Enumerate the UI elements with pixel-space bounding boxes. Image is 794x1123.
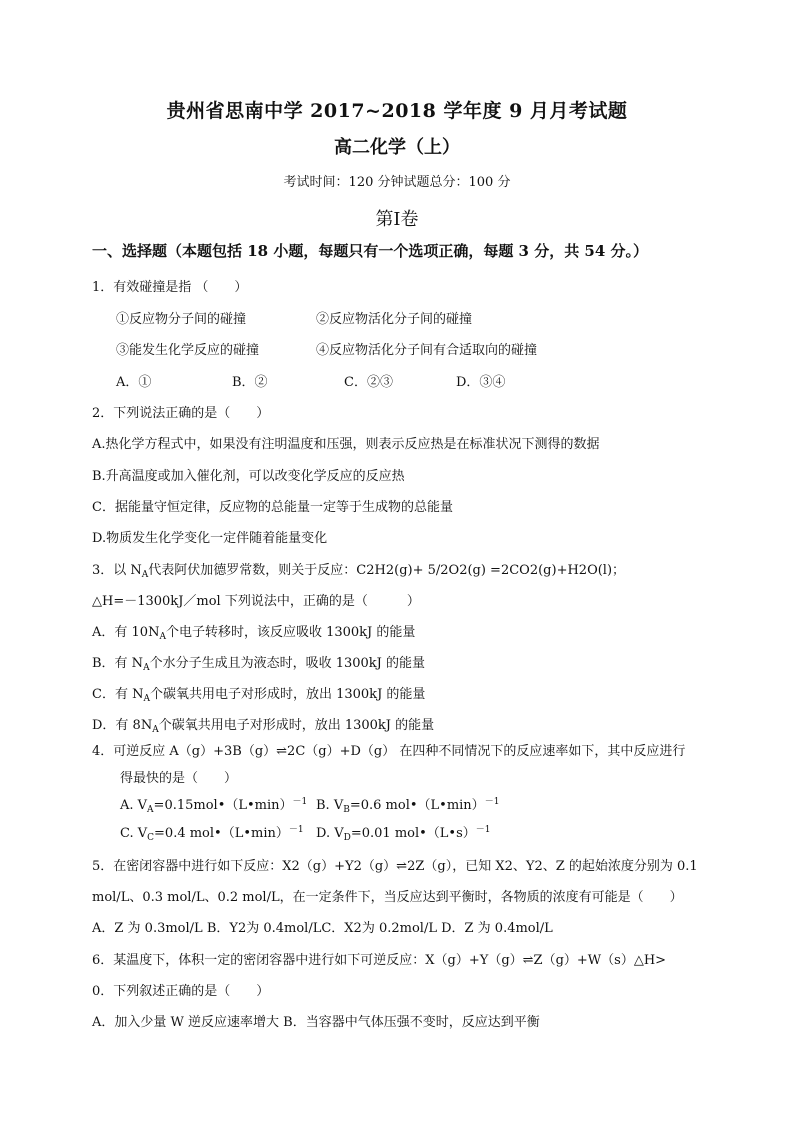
q4-option-a-exp: －1 [292,797,308,807]
q4-option-c-sub: C [147,833,155,843]
q3-option-c-text: 个碳氧共用电子对形成时，放出 1300kJ 的能量 [149,687,426,702]
q1-stem: 1．有效碰撞是指 （ ） [92,280,248,295]
q1-statement-3: ③能发生化学反应的碰撞 [116,343,260,358]
q4-option-b-value: =0.6 mol•（L•min） [349,798,485,813]
q4-option-d-exp: －1 [475,825,491,835]
q4-stem-line-2: 得最快的是（ ） [120,771,238,786]
q1-statement-1: ①反应物分子间的碰撞 [116,312,247,327]
q5-options: A．Z 为 0.3mol/L B．Y2为 0.4mol/LC．X2为 0.2mol/L D．Z 为 0.4mol/L [92,921,553,936]
q1-option-d: D．③④ [456,375,506,390]
q2-stem: 2．下列说法正确的是（ ） [92,406,270,421]
q6-stem: 6．某温度下，体积一定的密闭容器中进行如下可逆反应：X（g）+Y（g）⇌Z（g）+W（s）△H> [92,953,667,968]
q3-option-d-sub: A [152,725,159,735]
q1-option-c: C．②③ [344,375,393,390]
q6-stem-line-2: 0．下列叙述正确的是（ ） [92,984,270,999]
q2-option-d: D.物质发生化学变化一定伴随着能量变化 [92,531,328,546]
q1-option-a: A．① [116,375,152,390]
q3-option-a [92,621,415,640]
q4-option-c-value: =0.4 mol•（L•min） [154,826,289,841]
q2-option-c: C．据能量守恒定律，反应物的总能量一定等于生成物的总能量 [92,500,453,515]
q3-option-d-prefix: D．有 8N [92,718,153,733]
q3-option-a-text: 个电子转移时，该反应吸收 1300kJ 的能量 [165,625,416,640]
q4-option-d-value: =0.01 mol•（L•s） [350,826,476,841]
q3-stem [92,559,625,578]
q5-stem-line-2: mol/L、0.3 mol/L、0.2 mol/L，在一定条件下，当反应达到平衡时，各物质的浓度有可能是（ ） [92,890,683,905]
q4-option-a-sub: A [147,805,154,815]
q3-stem-line-2: △H=－1300kJ／mol 下列说法中，正确的是（ ） [92,594,420,609]
section-heading: 一、选择题（本题包括 18 小题，每题只有一个选项正确，每题 3 分，共 54 分。） [92,242,649,260]
q4-option-d [316,822,491,841]
q4-option-d-sub: D [343,833,351,843]
q4-option-c [120,822,304,841]
q4-option-b [316,794,499,813]
q3-stem-sub: A [141,570,149,580]
q4-option-c-exp: －1 [288,825,304,835]
q1-option-b: B．② [232,375,268,390]
q4-option-d-label: D. V [316,826,344,841]
q4-stem: 4．可逆反应 A（g）+3B（g）⇌2C（g）+D（g） 在四种不同情况下的反应速率如下，其中反应进行 [92,744,686,759]
q4-option-b-label: B. V [316,798,344,813]
q4-option-a [120,794,307,813]
q4-option-c-label: C. V [120,826,148,841]
q3-equation: C2H2(g)+ 5/2O2(g) =2CO2(g)+H2O(l)； [356,563,626,578]
q5-stem: 5．在密闭容器中进行如下反应：X2（g）+Y2（g）⇌2Z（g），已知 X2、Y2、Z 的起始浓度分别为 0.1 [92,859,698,874]
q2-option-a: A.热化学方程式中，如果没有注明温度和压强，则表示反应热是在标准状况下测得的数据 [92,437,600,452]
q3-option-c-sub: A [143,694,150,704]
q3-option-d-text: 个碳氧共用电子对形成时，放出 1300kJ 的能量 [158,718,435,733]
exam-subtitle: 高二化学（上） [334,137,460,158]
q3-option-b-text: 个水分子生成且为液态时，吸收 1300kJ 的能量 [149,656,426,671]
q3-option-b [92,652,425,671]
q2-option-b: B.升高温度或加入催化剂，可以改变化学反应的反应热 [92,469,405,484]
q3-option-a-prefix: A．有 10N [92,625,160,640]
exam-title: 贵州省思南中学 2017~2018 学年度 9 月月考试题 [166,100,628,122]
q3-option-c-prefix: C．有 N [92,687,144,702]
q1-statement-4: ④反应物活化分子间有合适取向的碰撞 [316,343,538,358]
q4-option-b-exp: －1 [484,797,500,807]
q3-option-b-prefix: B．有 N [92,656,144,671]
q3-option-a-sub: A [159,632,166,642]
q4-option-a-label: A. V [120,798,148,813]
q3-stem-text: 代表阿伏加德罗常数，则关于反应： [148,563,357,578]
exam-info: 考试时间：120 分钟试题总分：100 分 [283,175,511,190]
q3-option-d [92,714,434,733]
q3-option-c [92,683,425,702]
volume-heading: 第Ⅰ卷 [375,209,419,230]
q4-option-b-sub: B [343,805,350,815]
q1-statement-2: ②反应物活化分子间的碰撞 [316,312,473,327]
q3-stem-prefix: 3．以 N [92,563,142,578]
q3-option-b-sub: A [143,663,150,673]
q6-options: A．加入少量 W 逆反应速率增大 B．当容器中气体压强不变时，反应达到平衡 [92,1015,540,1030]
q4-option-a-value: =0.15mol•（L•min） [153,798,293,813]
